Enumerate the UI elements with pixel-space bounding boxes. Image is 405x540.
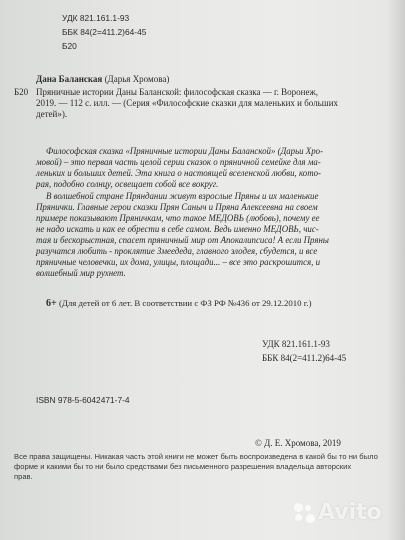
annotation-line: тая и бескорыстная, спасет пряничный мир от Апокалипсиса! А если Пряны bbox=[36, 235, 329, 245]
annotation-line: не надо искать и как ее обрести в себе самом. Ведь именно МЕДОВЬ, чис- bbox=[36, 224, 319, 234]
annotation-line: Философская сказка «Пряничные истории Даны Баланской» (Дарьи Хро- bbox=[46, 146, 324, 156]
annotation-line: леньких и больших детей. Эта книга о настоящей вселенской любви, кото- bbox=[36, 168, 321, 178]
avito-watermark: Avito bbox=[318, 500, 382, 525]
copyright: © Д. Е. Хромова, 2019 bbox=[255, 438, 341, 448]
page-shadow bbox=[387, 0, 405, 540]
annotation-line: пряничные человечки, их дома, улицы, площади... – все это раскрошится, и bbox=[36, 257, 321, 267]
rights-line-3: прав. bbox=[14, 472, 33, 481]
avito-logo-icon bbox=[294, 503, 316, 525]
author-alt-name: (Дарья Хромова) bbox=[104, 74, 170, 84]
bib-line-2: 2019. — 112 с. илл. — (Серия «Философские сказки для маленьких и больших bbox=[36, 98, 339, 108]
bib-line-3: детей»). bbox=[36, 109, 68, 119]
footer-bbk: ББК 84(2=411.2)64-45 bbox=[262, 353, 347, 363]
age-rating bbox=[46, 298, 312, 309]
author-name: Дана Баланская bbox=[36, 74, 103, 84]
bib-line-1: Пряничные истории Даны Баланской: философская сказка — г. Воронеж, bbox=[36, 87, 318, 97]
header-code: Б20 bbox=[62, 41, 77, 51]
author-line bbox=[36, 74, 169, 85]
footer-udk: УДК 821.161.1-93 bbox=[262, 339, 330, 349]
header-bbk: ББК 84(2=411.2)64-45 bbox=[62, 27, 147, 37]
rights-line-1: Все права защищены. Никакая часть этой книги не может быть воспроизведена в какой бы то ни было bbox=[14, 452, 378, 461]
annotation-line: разучатся любить - проклятие Змеедеда, главного злодея, сбудется, и все bbox=[36, 246, 318, 256]
annotation-line: В волшебной стране Пряндании живут взрослые Пряны и их маленькие bbox=[46, 191, 319, 201]
header-udk: УДК 821.161.1-93 bbox=[62, 13, 130, 23]
annotation-line: Прянички. Главные герои сказки Прян Саныч и Пряна Алексеевна на своем bbox=[36, 202, 318, 212]
rights-line-2: форме и какими бы то ни было средствами без письменного разрешения владельца авторских bbox=[14, 462, 352, 471]
annotation-line: мовой) – это первая часть целой серии сказок о пряничной семейке для ма- bbox=[36, 157, 321, 167]
age-rating-mark: 6+ bbox=[46, 298, 57, 309]
annotation-line: рая, подобно солнцу, освещает собой все вокруг. bbox=[36, 179, 219, 189]
isbn: ISBN 978-5-6042471-7-4 bbox=[36, 395, 130, 405]
annotation-line: волшебный мир рухнет. bbox=[36, 268, 126, 278]
age-rating-text: (Для детей от 6 лет. В соответствии с ФЗ РФ №436 от 29.12.2010 г.) bbox=[58, 298, 312, 308]
bib-code: Б20 bbox=[14, 87, 29, 97]
annotation-line: примере показывают Пряничкам, что такое МЕДОВЬ (любовь), почему ее bbox=[36, 213, 320, 223]
